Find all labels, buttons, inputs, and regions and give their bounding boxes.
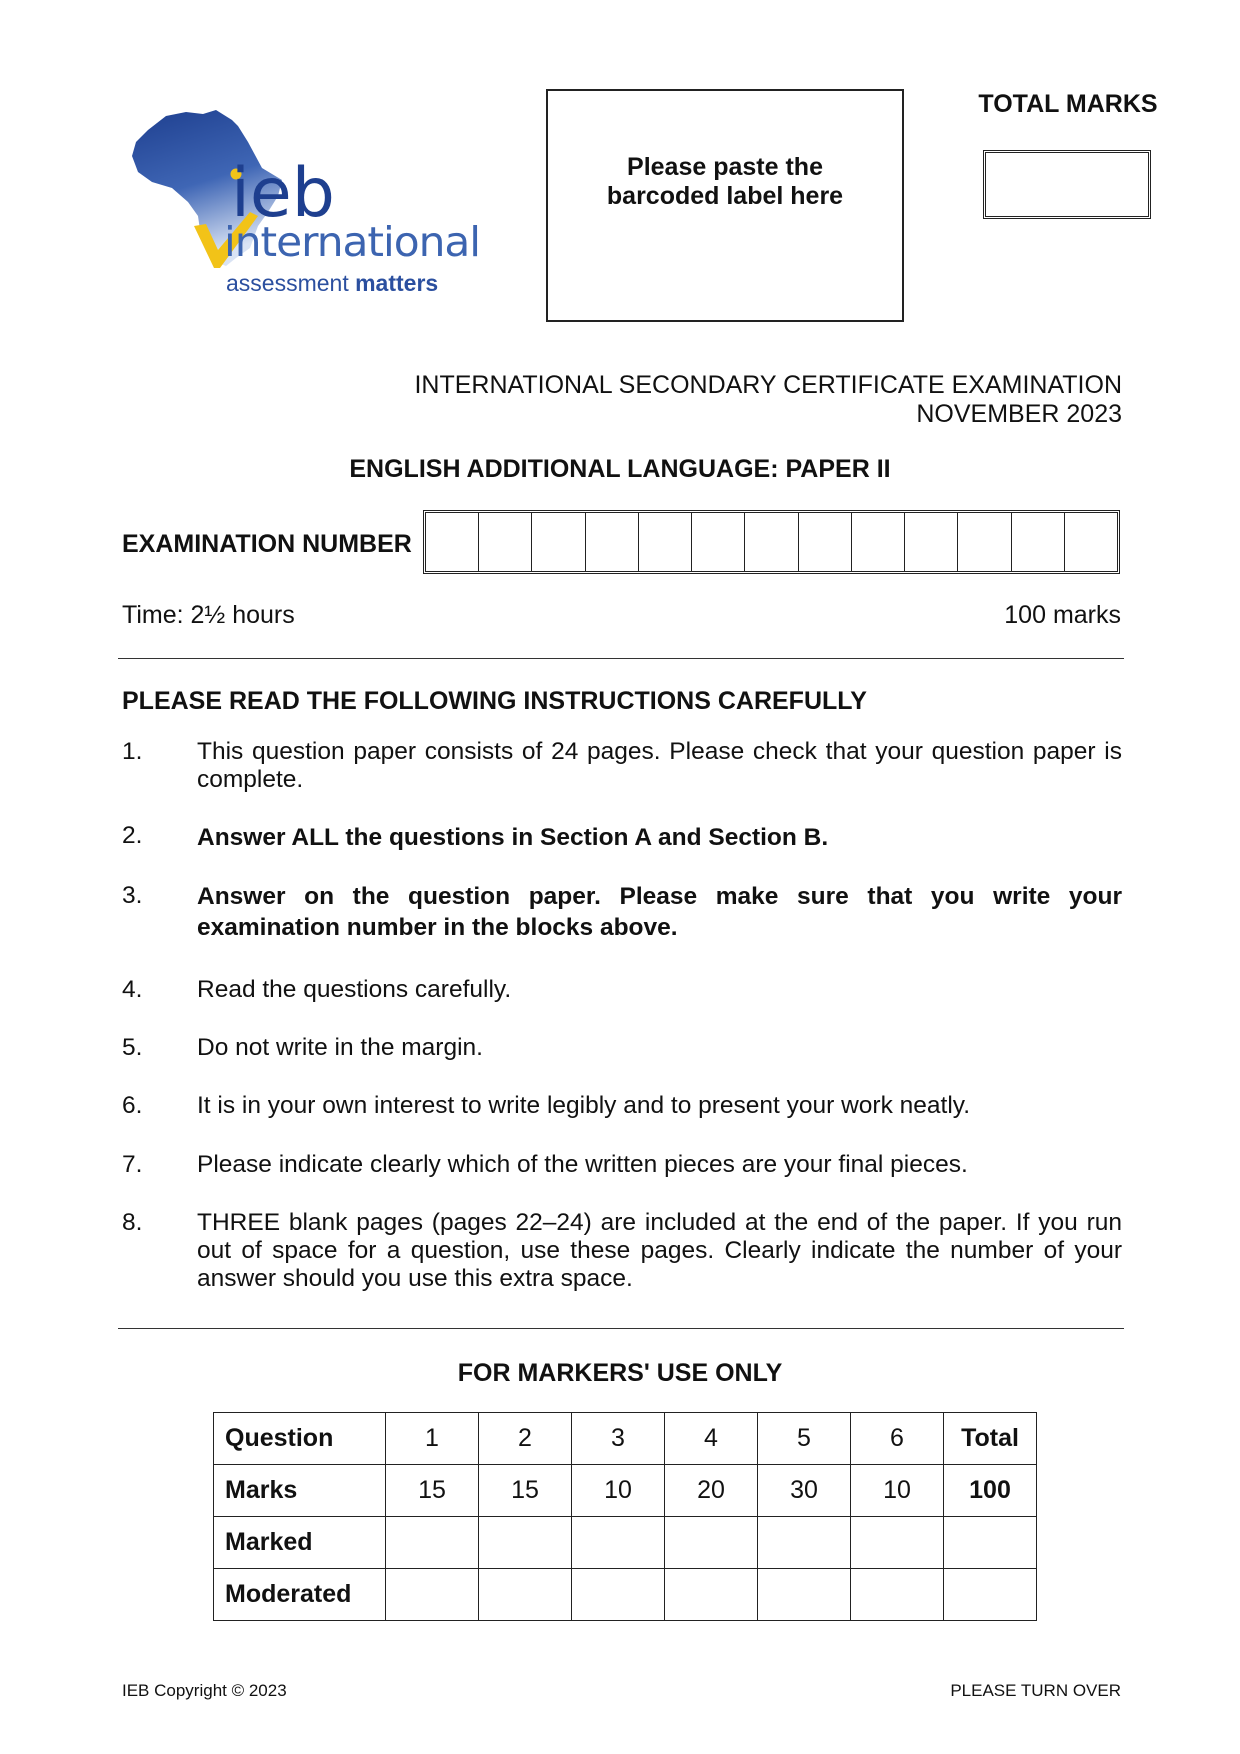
exam-number-cell[interactable]: [799, 513, 852, 571]
question-number-cell: 1: [386, 1413, 479, 1465]
marked-cell[interactable]: [572, 1517, 665, 1569]
table-row: [214, 1465, 1037, 1517]
exam-title: INTERNATIONAL SECONDARY CERTIFICATE EXAMINATION: [414, 371, 1122, 399]
logo-ieb-text: ieb: [231, 154, 335, 233]
turn-over-footer: PLEASE TURN OVER: [950, 1681, 1121, 1700]
exam-number-cell[interactable]: [905, 513, 958, 571]
markers-heading: FOR MARKERS' USE ONLY: [457, 1359, 783, 1387]
question-number-cell: 6: [851, 1413, 944, 1465]
instruction-text: Read the questions carefully.: [197, 976, 512, 1003]
moderated-cell[interactable]: [944, 1569, 1037, 1621]
moderated-cell[interactable]: [665, 1569, 758, 1621]
question-number-cell: 2: [479, 1413, 572, 1465]
exam-number-cell[interactable]: [745, 513, 798, 571]
exam-number-cell[interactable]: [639, 513, 692, 571]
moderated-cell[interactable]: [386, 1569, 479, 1621]
table-row: [214, 1517, 1037, 1569]
moderated-cell[interactable]: [479, 1569, 572, 1621]
exam-number-cell[interactable]: [852, 513, 905, 571]
copyright-footer: IEB Copyright © 2023: [122, 1681, 287, 1700]
row-label-marked: Marked: [214, 1517, 386, 1569]
marks-cell: 30: [758, 1465, 851, 1517]
question-number-cell: 3: [572, 1413, 665, 1465]
exam-number-grid: [423, 510, 1120, 574]
table-row: [214, 1569, 1037, 1621]
barcode-label-text: Please paste the barcoded label here: [606, 152, 844, 210]
instruction-text: This question paper consists of 24 pages. Please check that your question paper is complete.: [197, 738, 1122, 793]
total-marks-box[interactable]: [983, 150, 1151, 219]
barcode-label-box: [546, 89, 904, 322]
paper-title: ENGLISH ADDITIONAL LANGUAGE: PAPER II: [349, 455, 891, 483]
instruction-number: 5.: [122, 1034, 143, 1061]
instruction-number: 8.: [122, 1209, 143, 1236]
marked-cell[interactable]: [851, 1517, 944, 1569]
table-row: [214, 1413, 1037, 1465]
exam-number-cell[interactable]: [479, 513, 532, 571]
moderated-cell[interactable]: [851, 1569, 944, 1621]
instruction-number: 6.: [122, 1092, 143, 1119]
instructions-heading: PLEASE READ THE FOLLOWING INSTRUCTIONS CAREFULLY: [122, 687, 867, 715]
time-label: Time: 2½ hours: [122, 601, 295, 629]
marks-cell: 20: [665, 1465, 758, 1517]
marked-cell[interactable]: [665, 1517, 758, 1569]
row-label-marks: Marks: [214, 1465, 386, 1517]
exam-date: NOVEMBER 2023: [916, 400, 1122, 428]
logo-international-text: international: [224, 218, 480, 266]
exam-number-cell[interactable]: [1065, 513, 1117, 571]
marks-cell: 15: [479, 1465, 572, 1517]
moderated-cell[interactable]: [572, 1569, 665, 1621]
total-marks-cell: 100: [944, 1465, 1037, 1517]
marked-cell[interactable]: [386, 1517, 479, 1569]
instruction-number: 2.: [122, 822, 143, 849]
exam-number-cell[interactable]: [1012, 513, 1065, 571]
total-marks-text: 100 marks: [1004, 601, 1121, 629]
instruction-number: 7.: [122, 1151, 143, 1178]
moderated-cell[interactable]: [758, 1569, 851, 1621]
marks-cell: 15: [386, 1465, 479, 1517]
exam-number-label: EXAMINATION NUMBER: [122, 530, 412, 558]
instruction-text: Answer ALL the questions in Section A and Section B.: [197, 824, 829, 851]
instruction-text: Do not write in the margin.: [197, 1034, 483, 1061]
exam-number-cell[interactable]: [958, 513, 1011, 571]
row-label-question: Question: [214, 1413, 386, 1465]
instruction-number: 1.: [122, 738, 143, 765]
marks-cell: 10: [572, 1465, 665, 1517]
markers-table: [213, 1412, 1037, 1621]
marks-cell: 10: [851, 1465, 944, 1517]
exam-number-cell[interactable]: [532, 513, 585, 571]
instruction-text: Answer on the question paper. Please make sure that you write your examination number in the blocks above.: [197, 883, 1122, 941]
question-number-cell: 5: [758, 1413, 851, 1465]
divider-bottom: [118, 1328, 1124, 1329]
exam-number-cell[interactable]: [426, 513, 479, 571]
divider-top: [118, 658, 1124, 659]
exam-number-cell[interactable]: [586, 513, 639, 571]
total-header-cell: Total: [944, 1413, 1037, 1465]
marked-cell[interactable]: [944, 1517, 1037, 1569]
row-label-moderated: Moderated: [214, 1569, 386, 1621]
instruction-text: Please indicate clearly which of the written pieces are your final pieces.: [197, 1151, 968, 1178]
marked-cell[interactable]: [479, 1517, 572, 1569]
instruction-text: It is in your own interest to write legibly and to present your work neatly.: [197, 1092, 971, 1119]
marked-cell[interactable]: [758, 1517, 851, 1569]
total-marks-label: TOTAL MARKS: [978, 90, 1158, 118]
instruction-number: 4.: [122, 976, 143, 1003]
exam-number-cell[interactable]: [692, 513, 745, 571]
question-number-cell: 4: [665, 1413, 758, 1465]
logo-tagline: assessment matters: [226, 270, 439, 296]
instruction-text: THREE blank pages (pages 22–24) are included at the end of the paper. If you run out of space for a question, use these pages. Clearly indicate the number of your answer should you use this extra space.: [197, 1209, 1122, 1292]
instruction-number: 3.: [122, 882, 143, 909]
ieb-logo: [128, 108, 498, 308]
